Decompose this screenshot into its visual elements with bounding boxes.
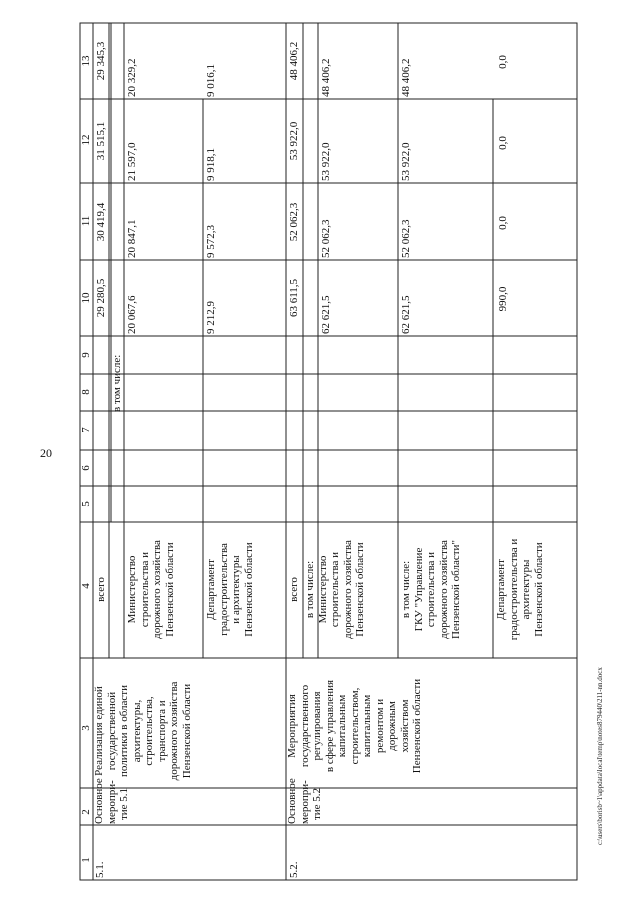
row-5-1-sub2-col10: 9 212,9 <box>205 301 217 334</box>
row-5-2-number: 5.2. <box>288 861 300 878</box>
row-5-2-sub2-col11: 0,0 <box>497 216 509 230</box>
row-5-1-sub2-line: и архитектуры <box>230 555 242 624</box>
row-5-2-sub1-line: дорожного хозяйства <box>341 540 354 639</box>
row-5-2-sub1b-col13: 48 406,2 <box>400 58 412 97</box>
row-5-2-sub1-col12: 53 922,0 <box>320 142 332 181</box>
row-5-2-sub1-line: Министерство <box>316 555 329 624</box>
row-5-2-sub1b-line: строительства и <box>425 551 437 628</box>
col-7-header: 7 <box>80 427 92 433</box>
row-5-1-sub2-line: градостроительства <box>217 543 230 636</box>
row-5-2-name-line: хозяйством <box>398 699 411 753</box>
row-5-1-total-col10: 29 280,5 <box>95 278 107 318</box>
row-5-2-sub2-line: Департамент <box>495 559 507 621</box>
col-11-header: 11 <box>80 215 92 227</box>
row-5-2-sub1-col11: 52 062,3 <box>320 219 332 258</box>
row-5-2-name-line: ремонтом и <box>373 698 386 754</box>
col-1-header: 1 <box>80 857 92 863</box>
row-5-1-sub1-col11: 20 847,1 <box>126 219 138 258</box>
row-5-1-name-line: государственной <box>105 691 118 771</box>
row-5-2-sub1-col13: 48 406,2 <box>320 58 332 97</box>
row-5-2-sub1b-line: дорожного хозяйства <box>437 540 450 639</box>
row-5-1-sub1-col13: 20 329,2 <box>126 58 138 97</box>
row-5-1-sub1-line: строительства и <box>138 551 151 628</box>
row-5-2-sub2-line: архитектуры <box>520 559 532 620</box>
row-5-1-sub2-col12: 9 918,1 <box>205 148 217 181</box>
row-5-2-total-col13: 48 406,2 <box>288 41 300 81</box>
col-2-header: 2 <box>80 809 92 815</box>
row-5-1-sub1-line: Министерство <box>126 555 138 624</box>
row-5-2-name-line: дорожным <box>386 701 398 751</box>
row-5-2-sub2-col13: 0,0 <box>497 55 509 69</box>
row-5-1-total-col13: 29 345,3 <box>95 41 107 81</box>
row-5-2-name <box>286 666 424 786</box>
row-5-2-sub1b-name <box>400 523 463 656</box>
row-5-1-sub1-line: дорожного хозяйства <box>151 540 163 639</box>
row-5-2-sub2-name <box>495 523 545 656</box>
row-5-1-sub2-col13: 9 016,1 <box>205 64 217 97</box>
row-5-1-total-label: всего <box>95 577 107 602</box>
row-5-2-sub2-line: Пензенской области <box>532 542 545 637</box>
row-5-2-sub1-line: Пензенской области <box>354 542 366 637</box>
row-5-1-total-col12: 31 515,1 <box>95 121 107 161</box>
row-5-2-type-line: Основное <box>286 778 298 824</box>
row-5-2-name-line: капитальным <box>336 694 348 758</box>
col-9-header: 9 <box>80 352 92 358</box>
row-5-1-name-line: дорожного хозяйства <box>168 681 180 781</box>
row-5-2-total-label: всего <box>288 577 300 602</box>
col-5-header: 5 <box>80 501 92 507</box>
row-5-2-sub1b-line: Пензенской области" <box>450 540 462 639</box>
row-5-1-type <box>93 778 131 824</box>
row-5-1-sub2-line: Департамент <box>205 559 217 621</box>
footer-file-path: c:\users\borisb~1\appdata\local\temp\notes879440\211-nn.docx <box>596 667 604 845</box>
row-5-1-type-line: меропри- <box>105 780 118 824</box>
row-5-2-type <box>286 778 324 824</box>
row-5-1-name <box>93 676 193 786</box>
row-5-1-name-line: архитектуры, <box>130 699 143 763</box>
row-5-2-name-line: Мероприятия <box>286 694 298 758</box>
row-5-1-total-col11: 30 419,4 <box>95 202 107 242</box>
row-5-2-name-line: государственного <box>298 684 311 768</box>
col-6-header: 6 <box>80 465 92 471</box>
row-5-2-name-line: в сфере управления <box>323 679 336 773</box>
row-5-1-name-line: политики в области <box>118 685 130 778</box>
row-5-2-sub1b-line: ГКУ "Управление <box>412 547 425 632</box>
row-5-2-sub1-col10: 62 621,5 <box>320 295 332 334</box>
row-5-2-sub2-line: градостроительства и <box>507 538 520 641</box>
col-8-header: 8 <box>80 389 92 395</box>
row-5-1-sub2-name <box>205 523 255 656</box>
row-5-2-sub1-name <box>304 523 367 656</box>
row-5-1-sub1-col10: 20 067,6 <box>126 295 138 334</box>
row-5-1-sub1-line: Пензенской области <box>163 542 176 637</box>
row-5-2-sub1b-col11: 52 062,3 <box>400 219 412 258</box>
row-5-2-sub1b-col12: 53 922,0 <box>400 142 412 181</box>
row-5-1-name-line: Реализация единой <box>93 686 105 776</box>
row-5-2-sub1b-col10: 62 621,5 <box>400 295 412 334</box>
row-5-1-name-line: строительства, <box>143 696 155 766</box>
page-number: 20 <box>40 446 52 460</box>
row-5-1-sub2-line: Пензенской области <box>242 542 255 637</box>
row-5-2-name-line: регулирования <box>311 691 323 761</box>
row-5-2-sub1-line: в том числе: <box>304 560 316 619</box>
row-5-1-name-line: Пензенской области <box>180 683 193 779</box>
row-5-1-sub1-col12: 21 597,0 <box>126 142 138 181</box>
row-5-2-sub2-col12: 0,0 <box>497 136 509 150</box>
col-4-header: 4 <box>80 583 92 589</box>
row-5-2-type-line: меропри- <box>298 780 311 824</box>
row-5-1-in-total-label: в том числе: <box>111 354 123 412</box>
row-5-2-type-line: тие 5.2 <box>311 787 323 821</box>
col-12-header: 12 <box>80 134 92 146</box>
row-5-1-name-line: транспорта и <box>155 700 168 762</box>
row-5-2-sub2-col10: 990,0 <box>497 286 509 312</box>
row-5-2-name-line: капитальным <box>361 694 373 758</box>
col-13-header: 13 <box>80 55 92 67</box>
row-5-1-type-line: тие 5.1 <box>118 787 130 821</box>
row-5-2-total-col12: 53 922,0 <box>288 121 300 161</box>
row-5-2-name-line: Пензенской области <box>411 678 423 774</box>
row-5-2-sub1-line: строительства и <box>329 551 341 628</box>
row-5-1-type-line: Основное <box>93 778 105 824</box>
row-5-2-sub1b-line: в том числе: <box>400 560 412 619</box>
row-5-2-total-col10: 63 611,5 <box>288 278 300 318</box>
row-5-2-name-line: строительством, <box>348 687 361 765</box>
row-5-1-sub2-col11: 9 572,3 <box>205 225 217 258</box>
row-5-1-number: 5.1. <box>94 861 106 878</box>
row-5-2-total-col11: 52 062,3 <box>288 202 300 242</box>
col-3-header: 3 <box>80 725 92 731</box>
row-5-1-sub1-name <box>126 523 176 656</box>
col-10-header: 10 <box>80 292 92 304</box>
